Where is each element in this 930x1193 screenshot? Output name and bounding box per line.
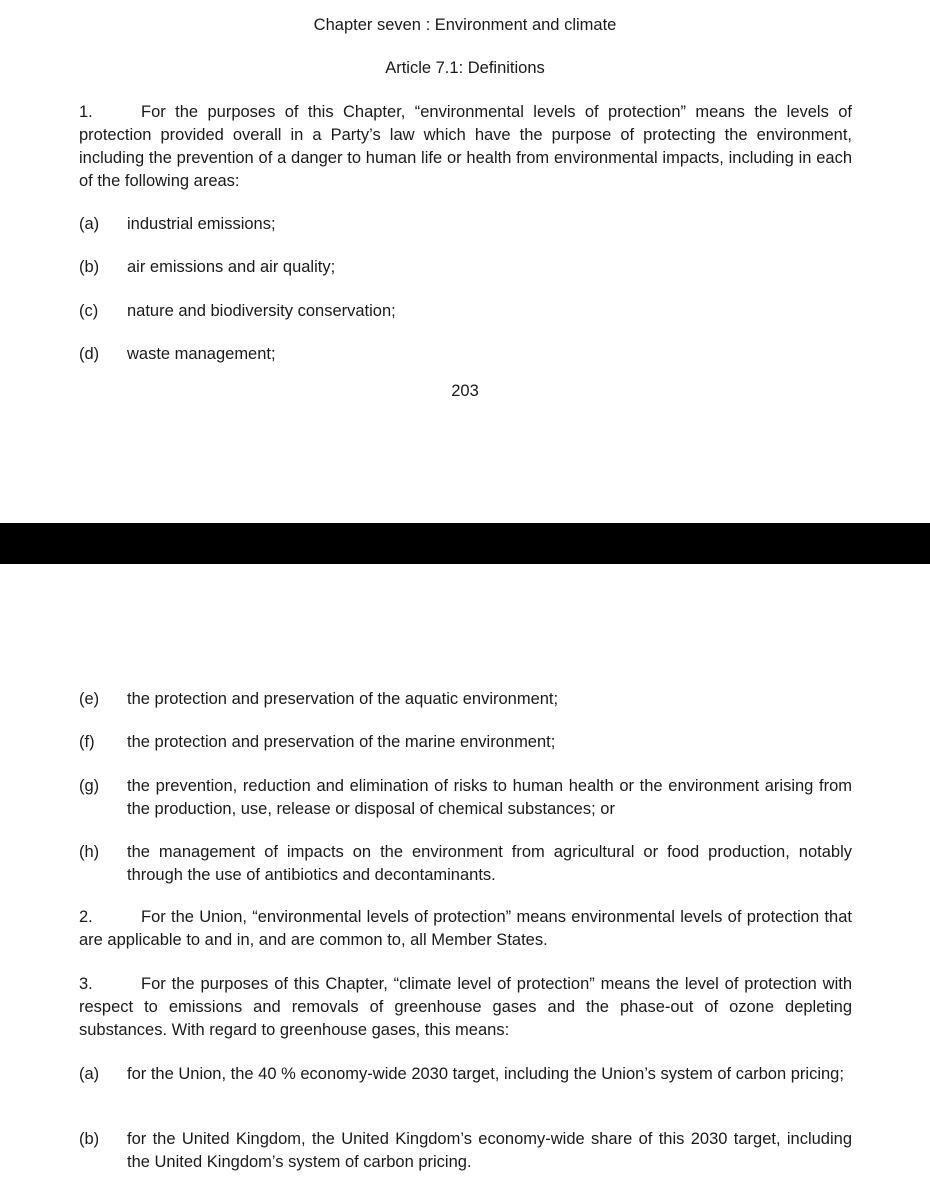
list-item-text: waste management; bbox=[127, 345, 276, 363]
list-item-text: the protection and preservation of the aquatic environment; bbox=[127, 690, 559, 708]
paragraph-number: 1. bbox=[79, 103, 93, 121]
paragraph-text: For the Union, “environmental levels of protection” means environmental levels of protection that are applicable to and in, and are common to, all Member States. bbox=[79, 908, 852, 949]
list-item bbox=[79, 775, 852, 821]
list-item-label: (d) bbox=[79, 345, 100, 363]
article-title: Article 7.1: Definitions bbox=[385, 59, 545, 77]
list-item bbox=[79, 213, 852, 236]
list-item-text: air emissions and air quality; bbox=[127, 258, 336, 276]
list-item bbox=[79, 256, 852, 279]
paragraph-text: For the purposes of this Chapter, “environmental levels of protection” means the levels of protection provided overall in a Party’s law which have the purpose of protecting the environment, including the prevention of a danger to human life or health from environmental impacts, including in each of the following areas: bbox=[79, 103, 852, 190]
list-item-label: (c) bbox=[79, 302, 99, 320]
list-item bbox=[79, 688, 852, 711]
paragraph-1 bbox=[79, 101, 852, 193]
list-item bbox=[79, 731, 852, 754]
sub-list-item bbox=[79, 1063, 852, 1086]
list-item-text: nature and biodiversity conservation; bbox=[127, 302, 396, 320]
paragraph-number: 3. bbox=[79, 975, 93, 993]
document-page-lower bbox=[0, 564, 930, 1193]
list-item-label: (a) bbox=[79, 1065, 100, 1083]
list-item-text: industrial emissions; bbox=[127, 215, 276, 233]
list-item-text: the prevention, reduction and elimination of risks to human health or the environment arising from the production, use, release or disposal of chemical substances; or bbox=[127, 777, 852, 818]
list-item-label: (b) bbox=[79, 1130, 100, 1148]
paragraph-text: For the purposes of this Chapter, “climate level of protection” means the level of protection with respect to emissions and removals of greenhouse gases and the phase-out of ozone depleting substances. With regard to greenhouse gases, this means: bbox=[79, 975, 852, 1039]
list-item bbox=[79, 841, 852, 887]
page-separator-bar bbox=[0, 523, 930, 564]
list-item-text: the management of impacts on the environment from agricultural or food production, notably through the use of antibiotics and decontaminants. bbox=[127, 843, 852, 884]
sub-list-item bbox=[79, 1128, 852, 1174]
list-item-text: the protection and preservation of the marine environment; bbox=[127, 733, 556, 751]
list-item-label: (a) bbox=[79, 215, 100, 233]
list-item-label: (h) bbox=[79, 843, 100, 861]
list-item-label: (b) bbox=[79, 258, 100, 276]
paragraph-number: 2. bbox=[79, 908, 93, 926]
chapter-title: Chapter seven : Environment and climate bbox=[313, 16, 617, 34]
list-item-label: (f) bbox=[79, 733, 95, 751]
document-page-upper bbox=[0, 0, 930, 523]
paragraph-2 bbox=[79, 906, 852, 952]
list-item-label: (g) bbox=[79, 777, 100, 795]
list-item-text: for the United Kingdom, the United Kingdom’s economy-wide share of this 2030 target, including the United Kingdom’s system of carbon pricing. bbox=[127, 1130, 852, 1171]
paragraph-3 bbox=[79, 973, 852, 1042]
list-item-text: for the Union, the 40 % economy-wide 2030 target, including the Union’s system of carbon pricing; bbox=[127, 1065, 844, 1083]
page-number: 203 bbox=[451, 382, 479, 400]
list-item bbox=[79, 343, 852, 366]
list-item-label: (e) bbox=[79, 690, 100, 708]
list-item bbox=[79, 300, 852, 323]
